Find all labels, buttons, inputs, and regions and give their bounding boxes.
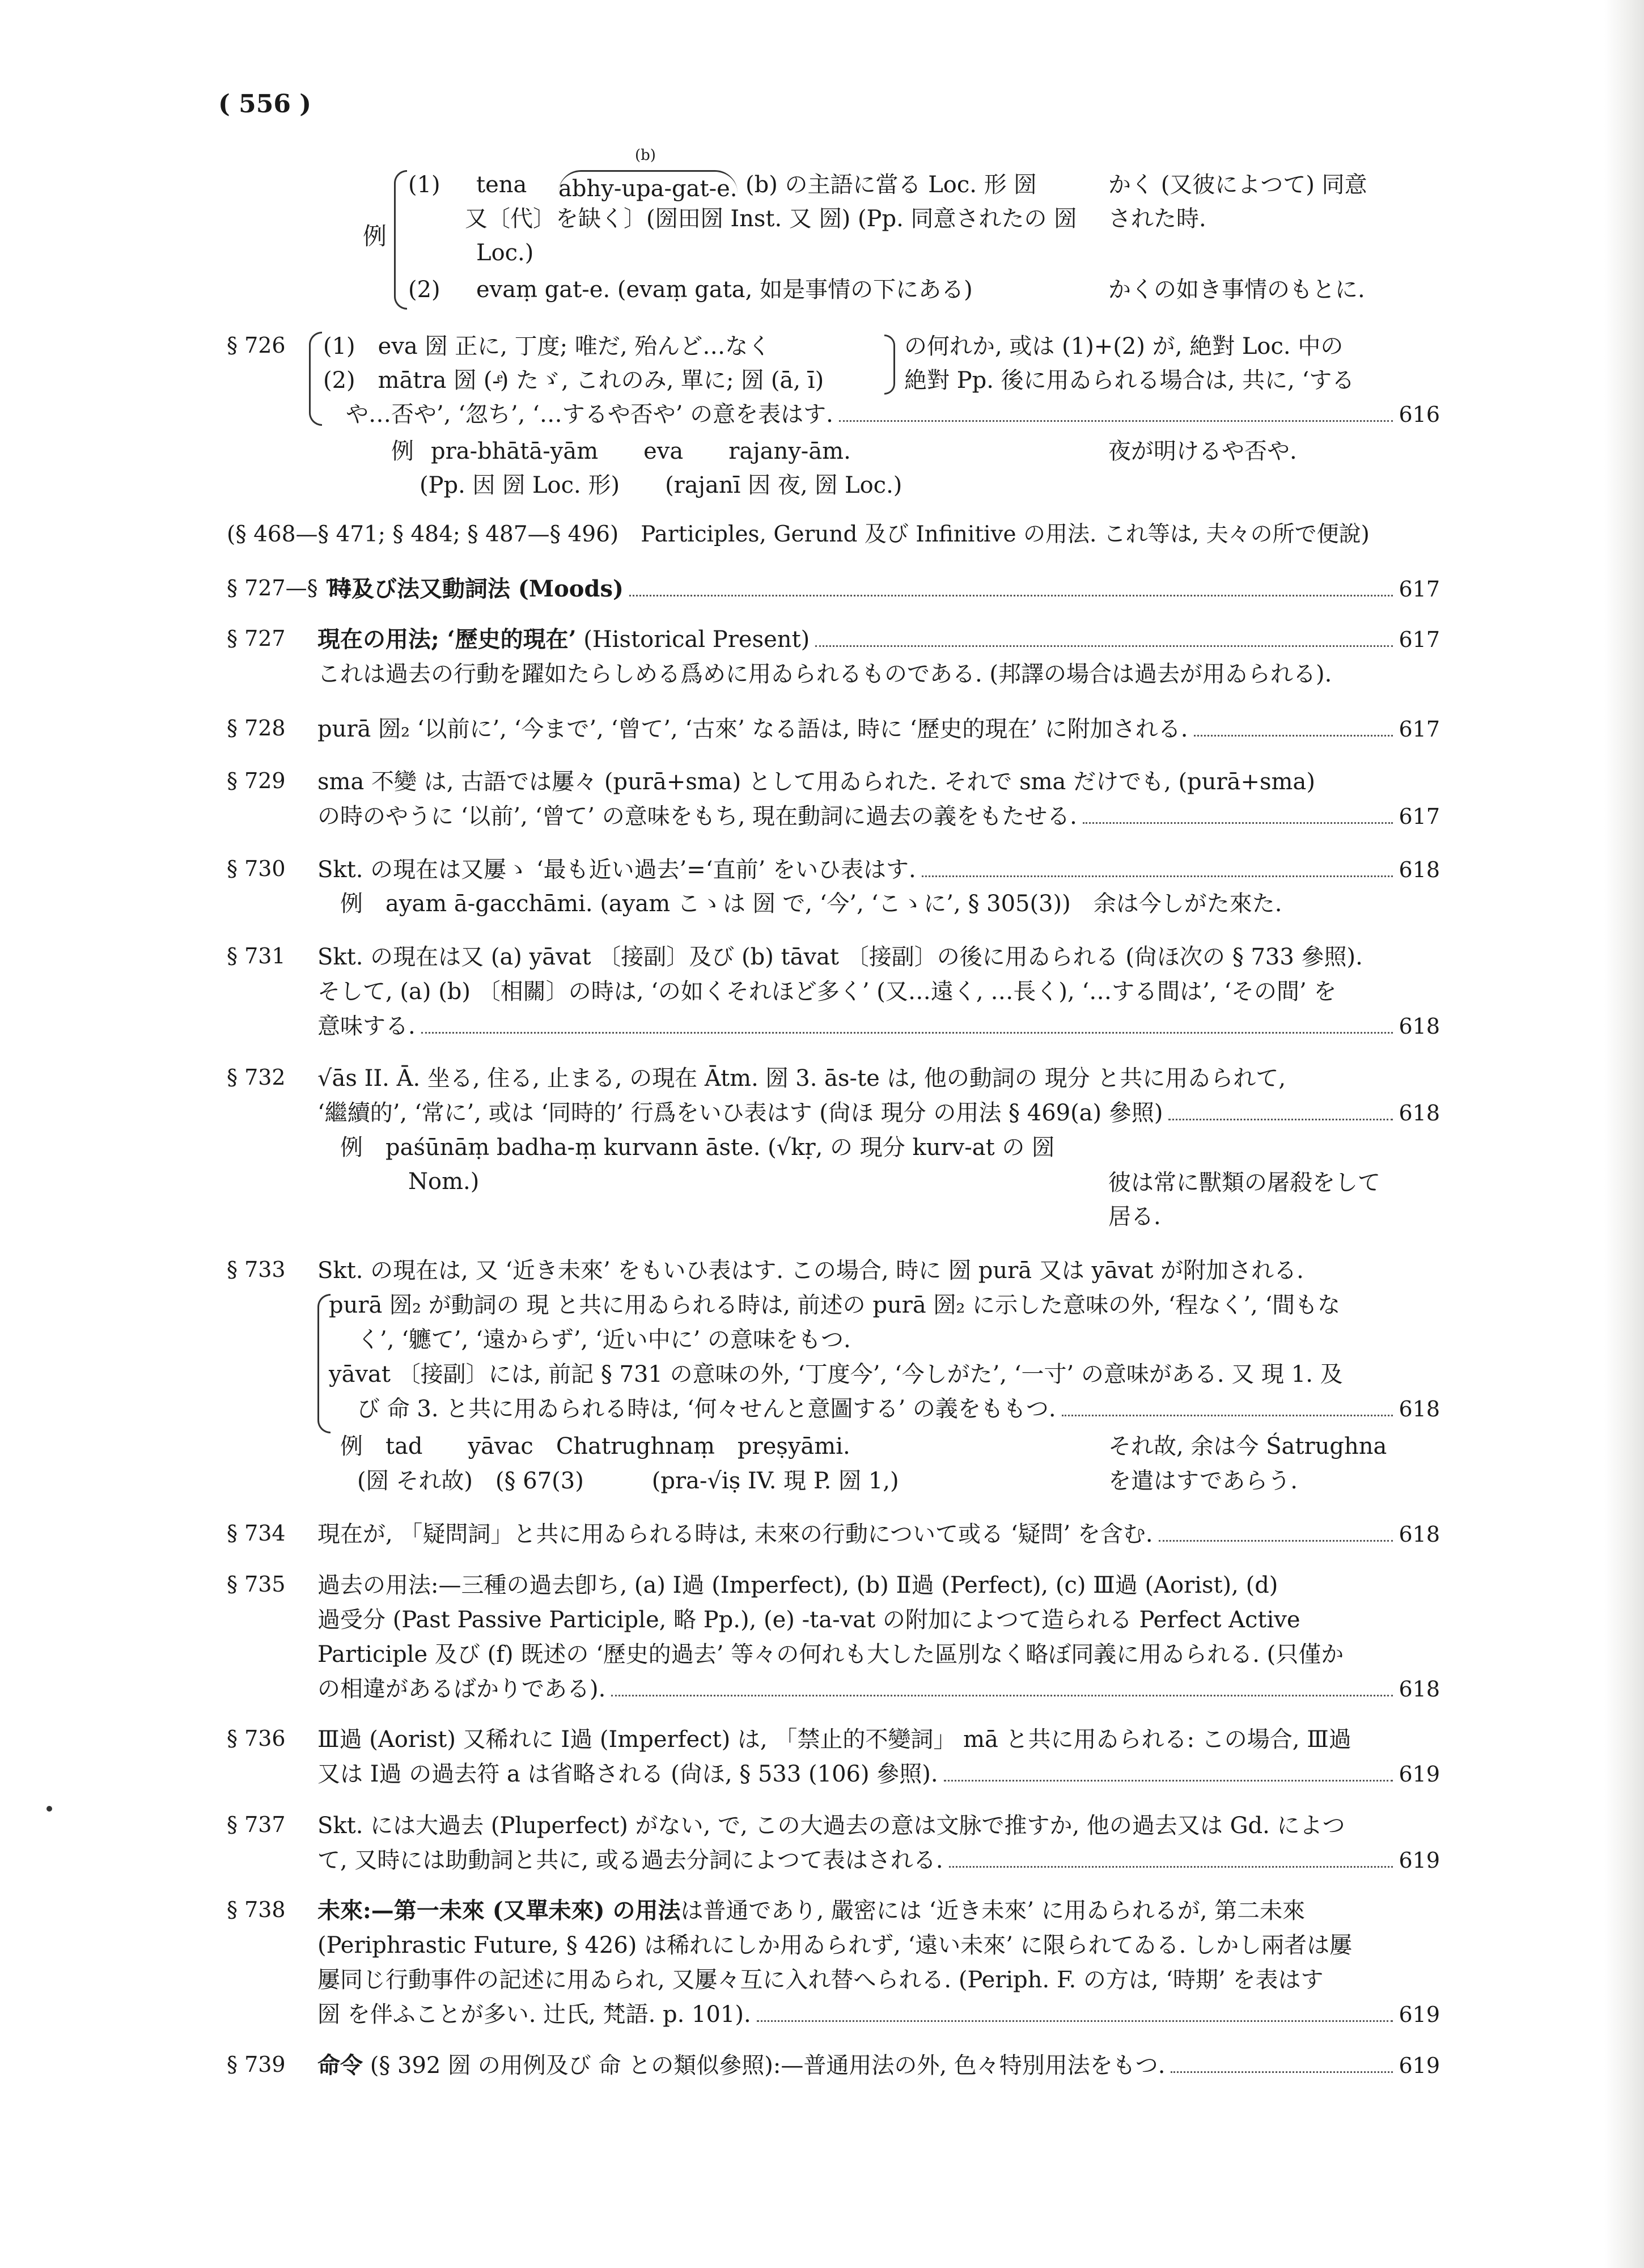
section-number: § 727—§ 741 bbox=[227, 576, 366, 600]
section-726-brace-right bbox=[884, 335, 895, 395]
section-734-text: 現在が, 「疑問詞」と共に用ゐられる時は, 未來の行動について或る ‘疑問’ を含む. bbox=[317, 1521, 1153, 1547]
section-number: § 738 bbox=[227, 1897, 286, 1922]
section-726-right1: の何れか, 或は (1)+(2) が, 絶對 Loc. 中の bbox=[904, 333, 1344, 359]
example-brace bbox=[394, 170, 407, 310]
page-ref: 618 bbox=[1399, 857, 1440, 882]
example-right-1: かく (又彼によつて) 同意 bbox=[1108, 172, 1367, 198]
section-731-line3 bbox=[317, 1012, 1440, 1041]
section-735-line2: 過受分 (Past Passive Participle, 略 Pp.), (e) -ta-vat の附加によつて造られる Perfect Active bbox=[317, 1607, 1300, 1633]
section-number: § 728 bbox=[227, 716, 286, 741]
section-736-line2 bbox=[317, 1759, 1440, 1789]
example-label: 例 bbox=[363, 222, 387, 250]
section-728-text: purā 圀₂ ‘以前に’, ‘今まで’, ‘曾て’, ‘古來’ なる語は, 時に ‘歷史的現在’ に附加される. bbox=[317, 716, 1188, 742]
section-734 bbox=[317, 1520, 1440, 1549]
section-726-brace bbox=[309, 332, 322, 426]
section-726-example-2: (Pp. 因 圀 Loc. 形) (rajanī 因 夜, 圀 Loc.) bbox=[420, 472, 902, 498]
section-739 bbox=[317, 2051, 1440, 2080]
section-738-line2: (Periphrastic Future, § 426) は稀れにしか用ゐられず, ‘遠い未來’ に限られてゐる. しかし兩者は屢 bbox=[317, 1932, 1353, 1958]
page-ref: 618 bbox=[1399, 1397, 1440, 1421]
section-733-line5 bbox=[357, 1394, 1440, 1424]
section-728 bbox=[317, 714, 1440, 744]
page-ref: 618 bbox=[1399, 1101, 1440, 1125]
section-733-example-2: (圀 それ故) (§ 67(3) (pra-√iṣ IV. 現 P. 圀 1,) bbox=[357, 1468, 899, 1494]
section-726-line3 bbox=[346, 400, 1440, 429]
section-729-line1: sma 不變 は, 古語では屢々 (purā+sma) として用ゐられた. それで sma だけでも, (purā+sma) bbox=[317, 769, 1315, 795]
section-736-line2-text: 又は Ⅰ過 の過去符 a は省略される (尙ほ, § 533 (106) 參照). bbox=[317, 1761, 938, 1787]
page-ref: 618 bbox=[1399, 1522, 1440, 1547]
section-738-line1 bbox=[317, 1896, 1440, 1926]
section-732-line1: √ās II. Ā. 坐る, 住る, 止まる, の現在 Ātm. 圀 3. ās-te は, 他の動詞の 現分 と共に用ゐられて, bbox=[317, 1065, 1286, 1091]
section-number: § 730 bbox=[227, 856, 286, 881]
section-732-example-2: Nom.) bbox=[408, 1169, 480, 1195]
section-739-title: 命令 bbox=[317, 2052, 363, 2079]
section-727-line2: これは過去の行動を躍如たらしめる爲めに用ゐられるものである. (邦譯の場合は過去が用ゐられる). bbox=[317, 661, 1332, 687]
section-733-line3: く’, ‘軈て’, ‘遠からず’, ‘近い中に’ の意味をもつ. bbox=[357, 1327, 851, 1353]
section-738-line4 bbox=[317, 2000, 1440, 2029]
example-right-3: かくの如き事情のもとに. bbox=[1108, 277, 1365, 303]
section-726-line3-text: や…否や’, ‘忽ち’, ‘…するや否や’ の意を表はす. bbox=[346, 401, 833, 428]
example-right-2: された時. bbox=[1108, 206, 1206, 232]
section-735-line4 bbox=[317, 1674, 1440, 1704]
section-number: § 739 bbox=[227, 2052, 286, 2077]
section-735-line3: Participle 及び (f) 既述の ‘歷史的過去’ 等々の何れも大した區別なく略ぼ同義に用ゐられる. (只僅か bbox=[317, 1641, 1344, 1668]
section-727-741-heading bbox=[329, 574, 1440, 604]
top-example bbox=[363, 147, 1497, 318]
page-edge-shadow bbox=[1604, 0, 1644, 2268]
section-number: § 732 bbox=[227, 1065, 286, 1090]
page-ref: 617 bbox=[1399, 804, 1440, 829]
section-726-line2: (2) mātra 圀 (-ͤ) たゞ, これのみ, 單に; 圀 (ā, ī) bbox=[323, 367, 824, 393]
section-729-line2 bbox=[317, 802, 1440, 831]
participles-note: (§ 468—§ 471; § 484; § 487—§ 496) Participles, Gerund 及び Infinitive の用法. これ等は, 夫々の所で便說) bbox=[227, 522, 1370, 547]
page-ref: 618 bbox=[1399, 1677, 1440, 1702]
section-number: § 735 bbox=[227, 1572, 286, 1597]
section-727-title: 現在の用法; ‘歷史的現在’ bbox=[317, 626, 577, 653]
section-number: § 727 bbox=[227, 626, 286, 651]
page-ref: 619 bbox=[1399, 1762, 1440, 1787]
section-number: § 737 bbox=[227, 1812, 286, 1837]
example-line2: 又〔代〕を缺く〕(圀田圀 Inst. 又 圀) (Pp. 同意されたの 圀 bbox=[465, 206, 1077, 232]
moods-heading: 時及び法又動詞法 (Moods) bbox=[329, 576, 624, 602]
section-731-line1: Skt. の現在は又 (a) yāvat 〔接副〕及び (b) tāvat 〔接副〕の後に用ゐられる (尙ほ次の § 733 參照). bbox=[317, 944, 1363, 970]
section-727-title-en: (Historical Present) bbox=[576, 627, 810, 653]
section-733-line2: purā 圀₂ が動詞の 現 と共に用ゐられる時は, 前述の purā 圀₂ に示した意味の外, ‘程なく’, ‘間もな bbox=[329, 1292, 1341, 1318]
section-726-example-1: pra-bhātā-yām eva rajany-ām. bbox=[431, 438, 851, 464]
section-726-example-right: 夜が明けるや否や. bbox=[1108, 438, 1297, 464]
example-word-tena: tena bbox=[476, 172, 527, 198]
section-number: § 726 bbox=[227, 333, 286, 358]
section-737-line1: Skt. には大過去 (Pluperfect) がない, で, この大過去の意は文脉で推すか, 他の過去又は Gd. によつ bbox=[317, 1813, 1345, 1839]
section-732-line2 bbox=[317, 1098, 1440, 1128]
page-ref: 618 bbox=[1399, 1014, 1440, 1039]
section-731-line2: そして, (a) (b) 〔相關〕の時は, ‘の如くそれほど多く’ (又…遠く, …長く), ‘…する間は’, ‘その間’ を bbox=[317, 979, 1337, 1005]
section-number: § 733 bbox=[227, 1257, 286, 1282]
section-726-right2: 絶對 Pp. 後に用ゐられる場合は, 共に, ‘する bbox=[904, 367, 1355, 393]
section-738-line4-text: 圀 を伴ふことが多い. 辻氏, 梵語. p. 101). bbox=[317, 2002, 751, 2028]
section-number: § 729 bbox=[227, 768, 286, 793]
section-738-title: 未來:—第一未來 (又單未來) の用法 bbox=[317, 1897, 681, 1924]
page-number: ( 556 ) bbox=[218, 90, 312, 119]
section-727-line1 bbox=[317, 625, 1440, 654]
section-735-line1: 過去の用法:—三種の過去卽ち, (a) Ⅰ過 (Imperfect), (b) Ⅱ過 (Perfect), (c) Ⅲ過 (Aorist), (d) bbox=[317, 1572, 1278, 1598]
section-737-line2 bbox=[317, 1846, 1440, 1875]
page-ref: 617 bbox=[1399, 577, 1440, 602]
section-730-example: 例 ayam ā-gacchāmi. (ayam こゝは 圀 で, ‘今’, ‘こゝに’, § 305(3)) 余は今しがた來た. bbox=[340, 891, 1282, 917]
example-line3: Loc.) bbox=[476, 240, 534, 266]
section-732-example-right-2: 居る. bbox=[1108, 1204, 1161, 1230]
section-739-text: (§ 392 圀 の用例及び 命 との類似參照):—普通用法の外, 色々特別用法をもつ. bbox=[363, 2053, 1166, 2079]
section-number: § 731 bbox=[227, 943, 286, 968]
section-733-example-right-2: を遣はすであらう. bbox=[1108, 1468, 1298, 1494]
section-732-example-1: 例 paśūnāṃ badha-ṃ kurvann āste. (√kṛ, の 現分 kurv-at の 圀 bbox=[340, 1135, 1055, 1161]
section-733-line4: yāvat 〔接副〕には, 前記 § 731 の意味の外, ‘丁度今’, ‘今しがた’, ‘一寸’ の意味がある. 又 現 1. 及 bbox=[329, 1361, 1343, 1387]
example-line1-gloss: (b) の主語に當る Loc. 形 圀 bbox=[745, 172, 1037, 198]
section-736-line1: Ⅲ過 (Aorist) 又稀れに Ⅰ過 (Imperfect) は, 「禁止的不變詞」 mā と共に用ゐられる: この場合, Ⅲ過 bbox=[317, 1727, 1351, 1753]
section-729-line2-text: の時のやうに ‘以前’, ‘曾て’ の意味をもち, 現在動詞に過去の義をもたせる. bbox=[317, 803, 1077, 830]
section-738-line3: 屢同じ行動事件の記述に用ゐられ, 又屢々互に入れ替へられる. (Periph. F. の方は, ‘時期’ を表はす bbox=[317, 1967, 1324, 1993]
section-732-line2-text: ‘繼續的’, ‘常に’, 或は ‘同時的’ 行爲をいひ表はす (尙ほ 現分 の用法 § 469(a) 參照) bbox=[317, 1100, 1163, 1126]
section-737-line2-text: て, 又時には助動詞と共に, 或る過去分詞によつて表はされる. bbox=[317, 1847, 943, 1873]
example-num-1: (1) bbox=[408, 172, 440, 198]
section-726-line1: (1) eva 圀 正に, 丁度; 唯だ, 殆んど…なく bbox=[323, 333, 771, 359]
example-word-abhy: abhy-upa-gat-e. bbox=[558, 170, 738, 204]
page-ref: 616 bbox=[1399, 402, 1440, 427]
page-ref: 617 bbox=[1399, 717, 1440, 742]
section-732-example-right-1: 彼は常に獸類の屠殺をして bbox=[1108, 1170, 1380, 1196]
section-730-line1 bbox=[317, 855, 1440, 885]
section-number: § 734 bbox=[227, 1521, 286, 1546]
margin-speck bbox=[46, 1806, 52, 1812]
section-number: § 736 bbox=[227, 1726, 286, 1751]
page-ref: 619 bbox=[1399, 2053, 1440, 2078]
section-733-example-1: 例 tad yāvac Chatrughnaṃ preṣyāmi. bbox=[340, 1433, 850, 1459]
section-726-example-label: 例 bbox=[391, 438, 414, 464]
page-ref: 619 bbox=[1399, 1848, 1440, 1873]
section-731-line3-text: 意味する. bbox=[317, 1013, 416, 1039]
section-733-example-right-1: それ故, 余は今 Śatrughna bbox=[1108, 1433, 1387, 1459]
section-735-line4-text: の相違があるばかりである). bbox=[317, 1676, 606, 1702]
section-738-line1-rest: は普通であり, 嚴密には ‘近き未來’ に用ゐられるが, 第二未來 bbox=[680, 1898, 1306, 1924]
section-733-line1: Skt. の現在は, 又 ‘近き未來’ をもいひ表はす. この場合, 時に 圀 purā 又は yāvat が附加される. bbox=[317, 1258, 1304, 1284]
example-b-mark: (b) bbox=[635, 147, 656, 164]
page-ref: 617 bbox=[1399, 627, 1440, 652]
section-733-line5-text: び 命 3. と共に用ゐられる時は, ‘何々せんと意圖する’ の義をももつ. bbox=[357, 1396, 1056, 1422]
example-num-2: (2) bbox=[408, 277, 440, 303]
page-ref: 619 bbox=[1399, 2002, 1440, 2027]
section-730-line1-text: Skt. の現在は又屢ゝ ‘最も近い過去’=‘直前’ をいひ表はす. bbox=[317, 857, 916, 883]
example-line4: evaṃ gat-e. (evaṃ gata, 如是事情の下にある) bbox=[476, 277, 973, 303]
